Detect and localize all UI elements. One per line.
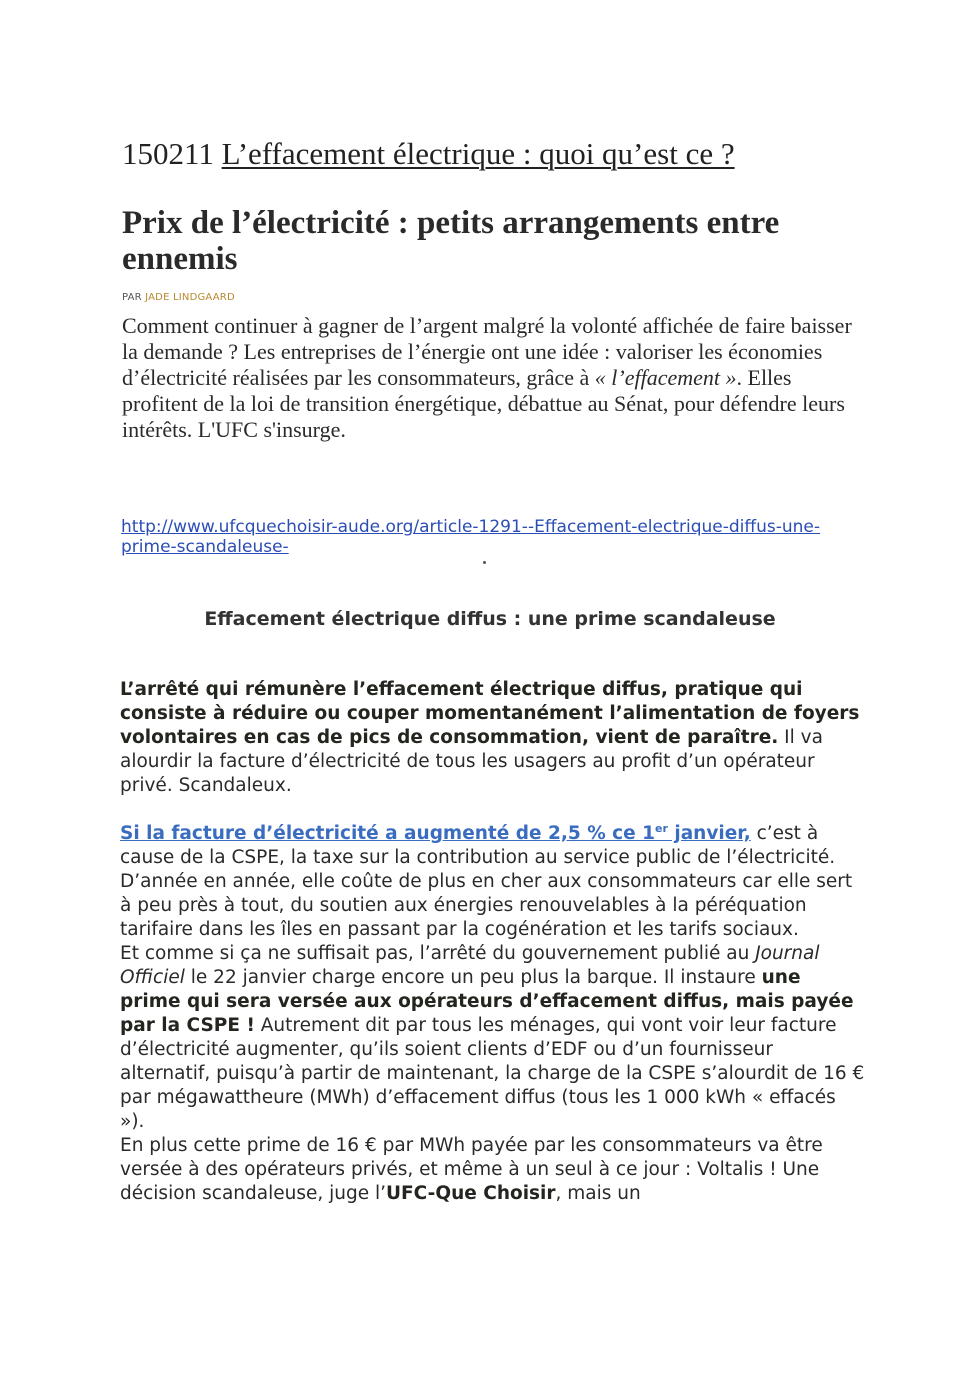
article-headline: Prix de l’électricité : petits arrangements entre ennemis — [122, 205, 780, 277]
paragraph-2-b: Et comme si ça ne suffisait pas, l’arrêté du gouvernement publié au — [120, 943, 756, 964]
source-url-link[interactable]: http://www.ufcquechoisir-aude.org/article-1291--Effacement-electrique-diffus-une-prime-scandaleuse- — [121, 517, 821, 557]
facture-link[interactable] — [120, 823, 751, 844]
paragraph-2-a: c’est à cause de la CSPE, la taxe sur la contribution au service public de l’électricité. D’année en année, elle coûte de plus en cher aux consommateurs car elle sert à peu près à tout, du soutien aux énergies renouvelables à la péréquation tarifaire dans les îles en passant par la cogénération et les tarifs sociaux. — [120, 823, 853, 940]
document-title — [122, 134, 882, 174]
document-title-text: L’effacement électrique : quoi qu’est ce ? — [221, 136, 735, 171]
paragraph-2-c: Autrement dit par tous les ménages, qui vont voir leur facture d’électricité augmenter, qu’ils soient clients d’EDF ou d’un fournisseur alternatif, puisqu’à partir de maintenant, la charge de la CSPE s’alourdit de 16 € par mégawattheure (MWh) d’effacement diffus (tous les 1 000 kWh « effacés »). — [120, 1015, 865, 1132]
paragraph-1-bold: L’arrêté qui rémunère l’effacement électrique diffus, pratique qui consiste à réduire ou couper momentanément l’alimentation de foyers volontaires en cas de pics de consommation, vient de paraître. — [120, 679, 860, 748]
paragraph-2-d: En plus cette prime de 16 € par MWh payée par les consommateurs va être versée à des opérateurs privés, et même à un seul à ce jour : Voltalis ! Une décision scandaleuse, juge l’ — [120, 1135, 823, 1204]
byline-author: JADE LINDGAARD — [145, 292, 235, 303]
article-lead — [122, 313, 862, 443]
lead-text: Comment continuer à gagner de l’argent malgré la volonté affichée de faire baisser la demande ? Les entreprises de l’énergie ont une idée : valoriser les économies d’électricité réalisées par les consommateurs, grâce à — [122, 313, 852, 390]
paragraph-1 — [120, 678, 865, 798]
journal-officiel: Journal Officiel — [120, 943, 820, 988]
lead-quote: « l’effacement » — [594, 365, 737, 390]
paragraph-1-rest: Il va alourdir la facture d’électricité de tous les usagers au profit d’un opérateur privé. Scandaleux. — [120, 727, 823, 796]
lead-end: . Elles profitent de la loi de transition énergétique, débattue au Sénat, pour défendre leurs intérêts. L'UFC s'insurge. — [122, 365, 845, 442]
facture-link-text: Si la facture d’électricité a augmenté de 2,5 % ce 1 — [120, 823, 656, 844]
paragraph-2-b2: le 22 janvier charge encore un peu plus la barque. Il instaure — [184, 967, 762, 988]
section-title: Effacement électrique diffus : une prime scandaleuse — [204, 608, 776, 630]
paragraph-2-bold: une prime qui sera versée aux opérateurs d’effacement diffus, mais payée par la CSPE ! — [120, 967, 854, 1036]
facture-link-sup: er — [655, 821, 668, 835]
ufc-que-choisir: UFC-Que Choisir — [386, 1183, 556, 1204]
facture-link-end: janvier, — [667, 823, 751, 844]
scan-speck — [483, 561, 486, 564]
paragraph-2 — [120, 822, 865, 1206]
byline-prefix: PAR — [122, 292, 146, 303]
paragraph-2-d-end: , mais un — [555, 1183, 641, 1204]
document-code: 150211 — [122, 136, 214, 171]
byline — [122, 292, 235, 304]
